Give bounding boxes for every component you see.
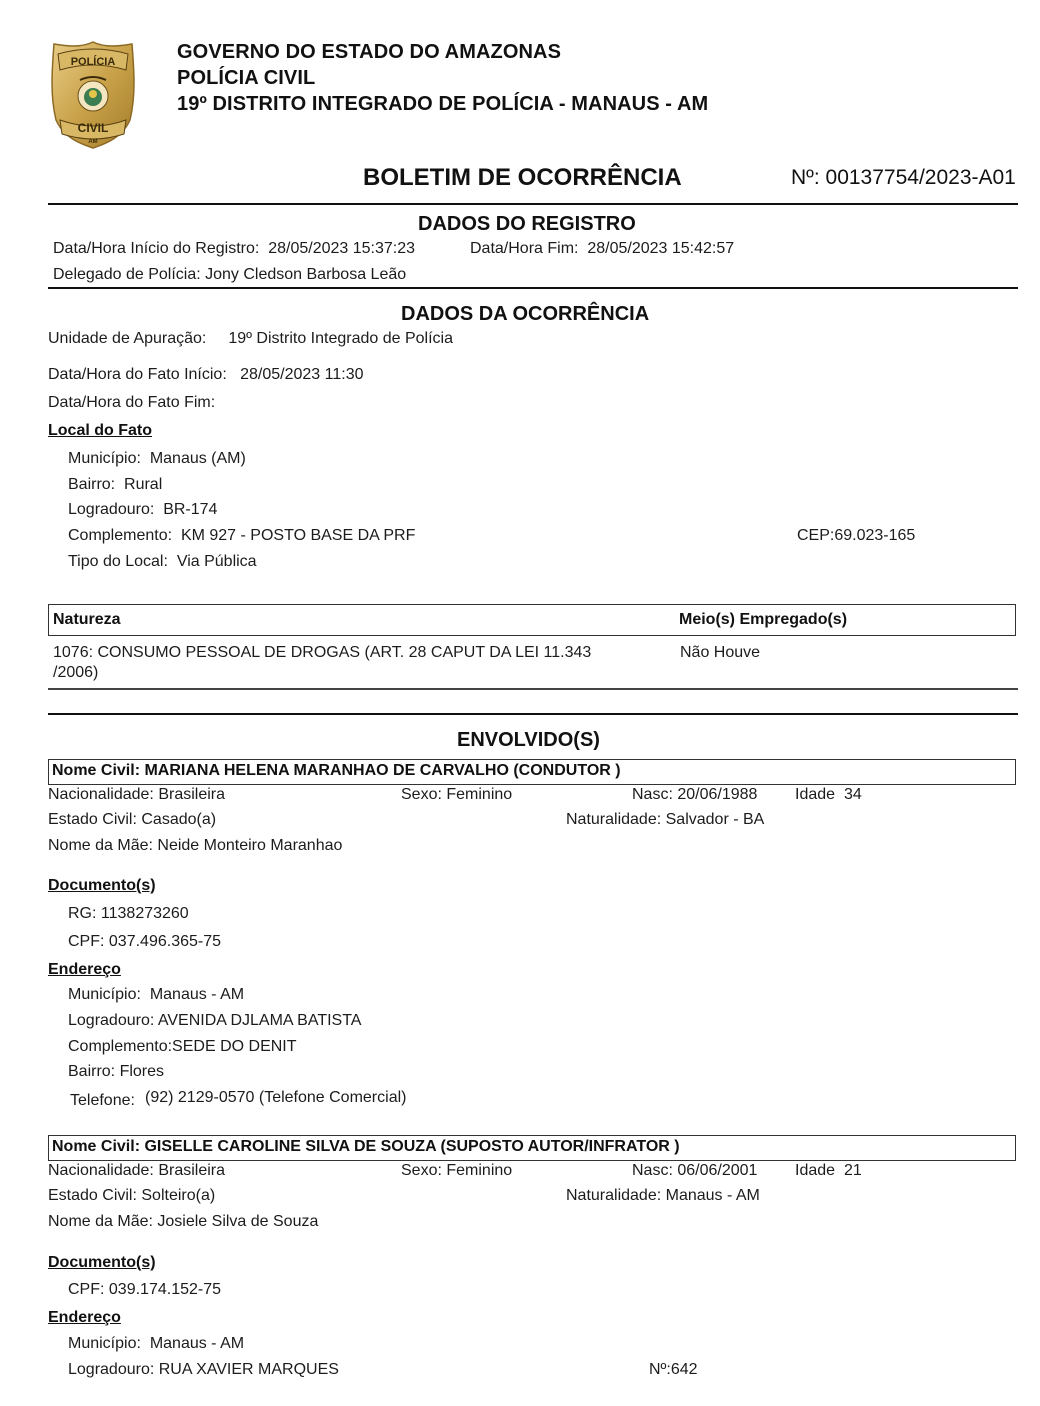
meio-value: Não Houve — [680, 644, 761, 661]
person-2-mae: Nome da Mãe: Josiele Silva de Souza — [48, 1213, 319, 1230]
divider — [48, 713, 1018, 715]
person-1-telefone-label: Telefone: — [70, 1092, 135, 1109]
person-2-municipio: Município: Manaus - AM — [68, 1335, 245, 1352]
header-district: 19º DISTRITO INTEGRADO DE POLÍCIA - MANAUS - AM — [177, 93, 709, 115]
police-badge-logo — [50, 40, 136, 150]
person-2-idade: Idade 21 — [795, 1162, 862, 1179]
person-1-bairro: Bairro: Flores — [68, 1063, 165, 1080]
person-1-municipio: Município: Manaus - AM — [68, 986, 245, 1003]
person-2-logradouro: Logradouro: RUA XAVIER MARQUES — [68, 1361, 339, 1378]
section-heading-ocorrencia: DADOS DA OCORRÊNCIA — [401, 303, 650, 325]
person-1-telefone: (92) 2129-0570 (Telefone Comercial) — [145, 1089, 407, 1106]
unidade-apuracao: Unidade de Apuração: 19º Distrito Integrado de Polícia — [48, 330, 453, 347]
person-1-naturalidade: Naturalidade: Salvador - BA — [566, 811, 765, 828]
section-heading-envolvidos: ENVOLVIDO(S) — [457, 729, 600, 751]
document-number: Nº: 00137754/2023-A01 — [791, 166, 1016, 189]
divider — [48, 688, 1018, 690]
svg-text:CIVIL: CIVIL — [77, 121, 109, 135]
person-1-rg: RG: 1138273260 — [68, 905, 189, 922]
fato-inicio: Data/Hora do Fato Início: 28/05/2023 11:30 — [48, 366, 364, 383]
person-1-endereco-heading: Endereço — [48, 961, 121, 978]
local-cep: CEP:69.023-165 — [797, 527, 916, 544]
section-heading-registro: DADOS DO REGISTRO — [418, 213, 636, 235]
local-bairro: Bairro: Rural — [68, 476, 163, 493]
person-2-naturalidade: Naturalidade: Manaus - AM — [566, 1187, 760, 1204]
col-natureza: Natureza — [53, 611, 121, 628]
document-title: BOLETIM DE OCORRÊNCIA — [363, 164, 682, 191]
natureza-table-header — [48, 604, 1016, 636]
person-1-documentos-heading: Documento(s) — [48, 877, 156, 894]
local-municipio: Município: Manaus (AM) — [68, 450, 246, 467]
svg-text:POLÍCIA: POLÍCIA — [70, 56, 116, 68]
local-tipo: Tipo do Local: Via Pública — [68, 553, 257, 570]
local-heading: Local do Fato — [48, 422, 152, 439]
svg-text:AM: AM — [88, 139, 98, 145]
divider — [48, 287, 1018, 289]
person-1-name-box — [48, 759, 1016, 785]
fato-fim: Data/Hora do Fato Fim: — [48, 394, 216, 411]
person-2-name: Nome Civil: GISELLE CAROLINE SILVA DE SOUZA (SUPOSTO AUTOR/INFRATOR ) — [52, 1138, 680, 1155]
badge-icon — [50, 40, 136, 150]
person-2-estado-civil: Estado Civil: Solteiro(a) — [48, 1187, 216, 1204]
person-1-nacionalidade: Nacionalidade: Brasileira — [48, 786, 225, 803]
person-1-idade: Idade 34 — [795, 786, 862, 803]
person-1-estado-civil: Estado Civil: Casado(a) — [48, 811, 217, 828]
registro-fim: Data/Hora Fim: 28/05/2023 15:42:57 — [470, 240, 735, 257]
person-1-name: Nome Civil: MARIANA HELENA MARANHAO DE CARVALHO (CONDUTOR ) — [52, 762, 621, 779]
person-1-cpf: CPF: 037.496.365-75 — [68, 933, 222, 950]
col-meio: Meio(s) Empregado(s) — [679, 611, 848, 628]
divider — [48, 203, 1018, 205]
person-2-sexo: Sexo: Feminino — [401, 1162, 513, 1179]
local-complemento: Complemento: KM 927 - POSTO BASE DA PRF — [68, 527, 416, 544]
local-logradouro: Logradouro: BR-174 — [68, 501, 218, 518]
person-2-endereco-heading: Endereço — [48, 1309, 121, 1326]
header-government: GOVERNO DO ESTADO DO AMAZONAS — [177, 41, 562, 63]
person-1-mae: Nome da Mãe: Neide Monteiro Maranhao — [48, 837, 343, 854]
person-2-cpf: CPF: 039.174.152-75 — [68, 1281, 222, 1298]
person-1-logradouro: Logradouro: AVENIDA DJLAMA BATISTA — [68, 1012, 362, 1029]
person-2-documentos-heading: Documento(s) — [48, 1254, 156, 1271]
person-2-name-box — [48, 1135, 1016, 1161]
person-1-sexo: Sexo: Feminino — [401, 786, 513, 803]
person-2-numero: Nº:642 — [649, 1361, 698, 1378]
natureza-value-line1: 1076: CONSUMO PESSOAL DE DROGAS (ART. 28 CAPUT DA LEI 11.343 — [53, 644, 592, 661]
registro-delegado: Delegado de Polícia: Jony Cledson Barbosa Leão — [53, 266, 407, 283]
person-2-nacionalidade: Nacionalidade: Brasileira — [48, 1162, 225, 1179]
person-2-nasc: Nasc: 06/06/2001 — [632, 1162, 758, 1179]
header-agency: POLÍCIA CIVIL — [177, 67, 316, 89]
registro-inicio: Data/Hora Início do Registro: 28/05/2023 15:37:23 — [53, 240, 416, 257]
person-1-complemento: Complemento:SEDE DO DENIT — [68, 1038, 297, 1055]
natureza-value-line2: /2006) — [53, 664, 99, 681]
person-1-nasc: Nasc: 20/06/1988 — [632, 786, 758, 803]
